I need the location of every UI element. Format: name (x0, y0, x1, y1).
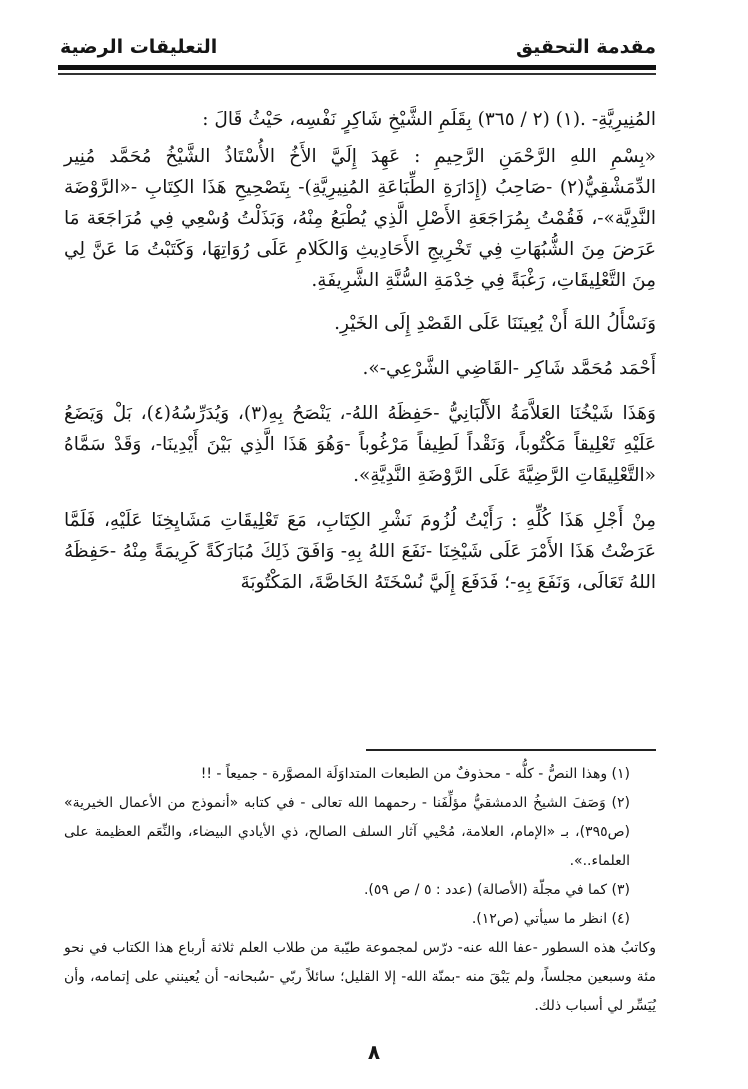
paragraph-intro: المُنِيرِيَّةِ- .(١) (٢ / ٣٦٥) بِقَلَمِ الشَّيْخِ شَاكِرٍ نَفْسِه، حَيْثُ قَالَ : (202, 109, 656, 130)
footnote-separator (366, 749, 656, 751)
footnote-4: (٤) انظر ما سيأتي (ص١٢). (471, 911, 630, 927)
footnote-1: (١) وهذا النصُّ - كلُّه - محذوفٌ من الطبعات المتداوَلَة المصوَّرة - جميعاً - !! (200, 766, 630, 782)
footnote-3: (٣) كما في مجلّة (الأصالة) (عدد : ٥ / ص ٥٩). (363, 882, 630, 898)
header-rule-thick (58, 65, 656, 70)
footnote-2: (٢) وَصَفَ الشيخُ الدمشقيُّ مؤلِّفَنا - رحمهما الله تعالى - في كتابه «أنموذج من الأعمال الخيرية» (ص٣٩٥)، بـ «الإمام، العلامة، مُحْيي آثار السلف الصالح، ذي الأيادي البيضاء، والنِّعَم العظيمة على العلماء..». (64, 795, 630, 869)
paragraph-albani: وَهَذَا شَيْخُنَا العَلاَّمَةُ الأَلْبَانِيُّ -حَفِظَهُ اللهُ-، يَنْصَحُ بِهِ(٣)، وَيُدَرِّسُهُ(٤)، بَلْ وَيَضَعُ عَلَيْهِ تَعْلِيقاً مَكْتُوباً، وَنَقْداً لَطِيفاً مَرْغُوباً -وَهُوَ هَذَا الَّذِي بَيْنَ أَيْدِينَا-، وَقَدْ سَمَّاهُ «التَّعْلِيقَاتِ الرَّضِيَّةَ عَلَى الرَّوْضَةِ النَّدِيَّةِ». (64, 403, 656, 486)
running-header-chapter: مقدمة التحقيق (516, 36, 656, 58)
paragraph-dua: وَنَسْأَلُ اللهَ أَنْ يُعِينَنَا عَلَى القَصْدِ إِلَى الخَيْرِ. (334, 313, 656, 334)
header-rule-thin (58, 73, 656, 75)
paragraph-signature: أَحْمَد مُحَمَّد شَاكِر -القَاضِي الشَّرْعِي-». (362, 358, 656, 379)
paragraph-quote: «بِسْمِ اللهِ الرَّحْمَنِ الرَّحِيمِ : عَهِدَ إِلَيَّ الأَخُ الأُسْتَاذُ الشَّيْخُ مُحَمَّد مُنِير الدِّمَشْقِيُّ(٢) -صَاحِبُ (إِدَارَةِ الطِّبَاعَةِ المُنِيرِيَّةِ)- بِتَصْحِيحِ هَذَا الكِتَابِ -«الرَّوْضَة النَّدِيَّة»-، فَقُمْتُ بِمُرَاجَعَةِ الأَصْلِ الَّذِي يُطْبَعُ مِنْهُ، وَبَذَلْتُ وُسْعِي فِي مُرَاجَعَة مَا عَرَضَ مِنَ الشُّبُهَاتِ فِي تَخْرِيجِ الأَحَادِيثِ وَالكَلامِ عَلَى رُوَاتِهَا، وَكَتَبْتُ مَا عَنَّ لِي مِنَ التَّعْلِيقَاتِ، رَغْبَةً فِي خِدْمَةِ السُّنَّةِ الشَّرِيفَةِ. (64, 146, 656, 291)
running-header-book-title: التعليقات الرضية (60, 36, 218, 58)
paragraph-reason: مِنْ أَجْلِ هَذَا كُلِّهِ : رَأَيْتُ لُزُومَ نَشْرِ الكِتَابِ، مَعَ تَعْلِيقَاتِ مَشَايِخِنَا عَلَيْهِ، فَلَمَّا عَرَضْتُ هَذَا الأَمْرَ عَلَى شَيْخِنَا -نَفَعَ اللهُ بِهِ- وَافَقَ ذَلِكَ مُبَارَكَةً كَرِيمَةً مِنْهُ -حَفِظَهُ اللهُ تَعَالَى، وَنَفَعَ بِهِ-؛ فَدَفَعَ إِلَيَّ نُسْخَتَهُ الخَاصَّةَ، المَكْتُوبَةَ (64, 510, 656, 593)
footnotes (64, 760, 656, 1021)
main-text (64, 104, 656, 612)
page-number: ٨ (367, 1040, 381, 1064)
footnote-note: وكاتبُ هذه السطور -عفا الله عنه- درّس لمجموعة طيّبة من طلاب العلم ثلاثة أرباع هذا الكتاب في نحو مئة وسبعين مجلساً، ولم يَبْقَ منه -بمنّة الله- إلا القليل؛ سائلاً ربّي -سُبحانه- أن يُعينني على إتمامه، وأن يُيَسِّر لي أسباب ذلك. (64, 940, 656, 1014)
